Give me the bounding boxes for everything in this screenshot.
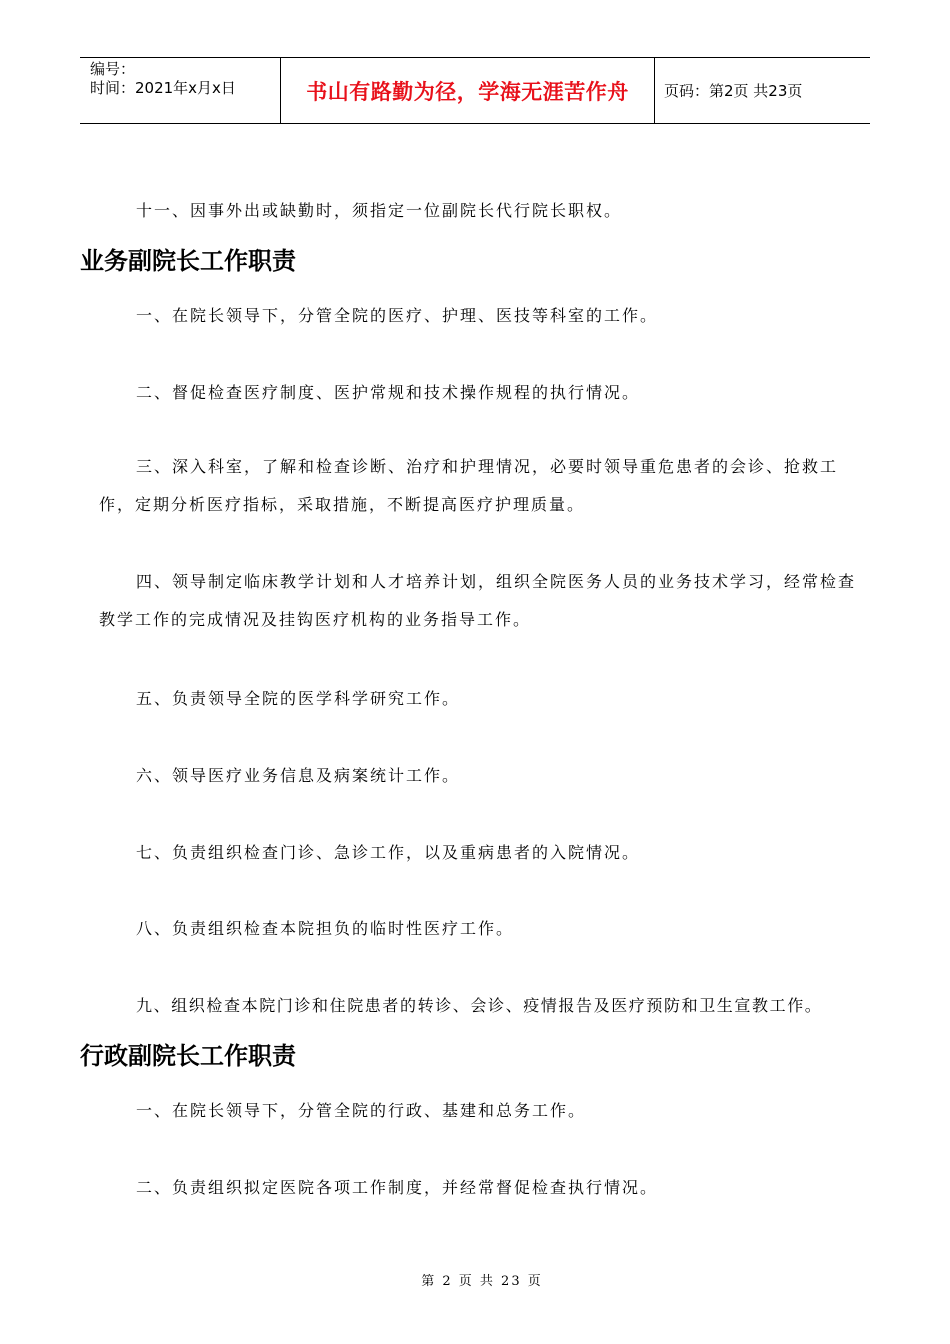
section1-item: 一、在院长领导下，分管全院的医疗、护理、医技等科室的工作。 [136, 306, 659, 325]
page-footer [0, 1270, 950, 1289]
section2-item: 一、在院长领导下，分管全院的行政、基建和总务工作。 [136, 1101, 587, 1120]
section1-item: 二、督促检查医疗制度、医护常规和技术操作规程的执行情况。 [136, 383, 641, 402]
section1-item: 三、深入科室，了解和检查诊断、治疗和护理情况，必要时领导重危患者的会诊、抢救工作，定期分析医疗指标，采取措施，不断提高医疗护理质量。 [99, 457, 839, 514]
section-heading-admin: 行政副院长工作职责 [80, 1042, 296, 1070]
section1-item: 八、负责组织检查本院担负的临时性医疗工作。 [136, 919, 515, 938]
section1-item: 九、组织检查本院门诊和住院患者的转诊、会诊、疫情报告及医疗预防和卫生宣教工作。 [136, 996, 823, 1015]
section-heading-business: 业务副院长工作职责 [80, 247, 296, 275]
paragraph-item-11: 十一、因事外出或缺勤时，须指定一位副院长代行院长职权。 [136, 201, 623, 220]
section2-item: 二、负责组织拟定医院各项工作制度，并经常督促检查执行情况。 [136, 1178, 659, 1197]
section1-item: 六、领导医疗业务信息及病案统计工作。 [136, 766, 461, 785]
document-date: 时间：2021年x月x日 [90, 79, 236, 97]
section1-item: 四、领导制定临床教学计划和人才培养计划，组织全院医务人员的业务技术学习，经常检查教学工作的完成情况及挂钩医疗机构的业务指导工作。 [99, 572, 857, 629]
document-number: 编号： [90, 60, 136, 78]
section1-item: 七、负责组织检查门诊、急诊工作，以及重病患者的入院情况。 [136, 843, 641, 862]
header-motto: 书山有路勤为径，学海无涯苦作舟 [281, 58, 655, 123]
header-page-code: 页码：第2页 共23页 [664, 82, 803, 100]
footer-page-number: 第 2 页 共 23 页 [421, 1274, 543, 1289]
page-header [80, 57, 870, 124]
header-meta [80, 58, 281, 123]
section1-item: 五、负责领导全院的医学科学研究工作。 [136, 689, 461, 708]
